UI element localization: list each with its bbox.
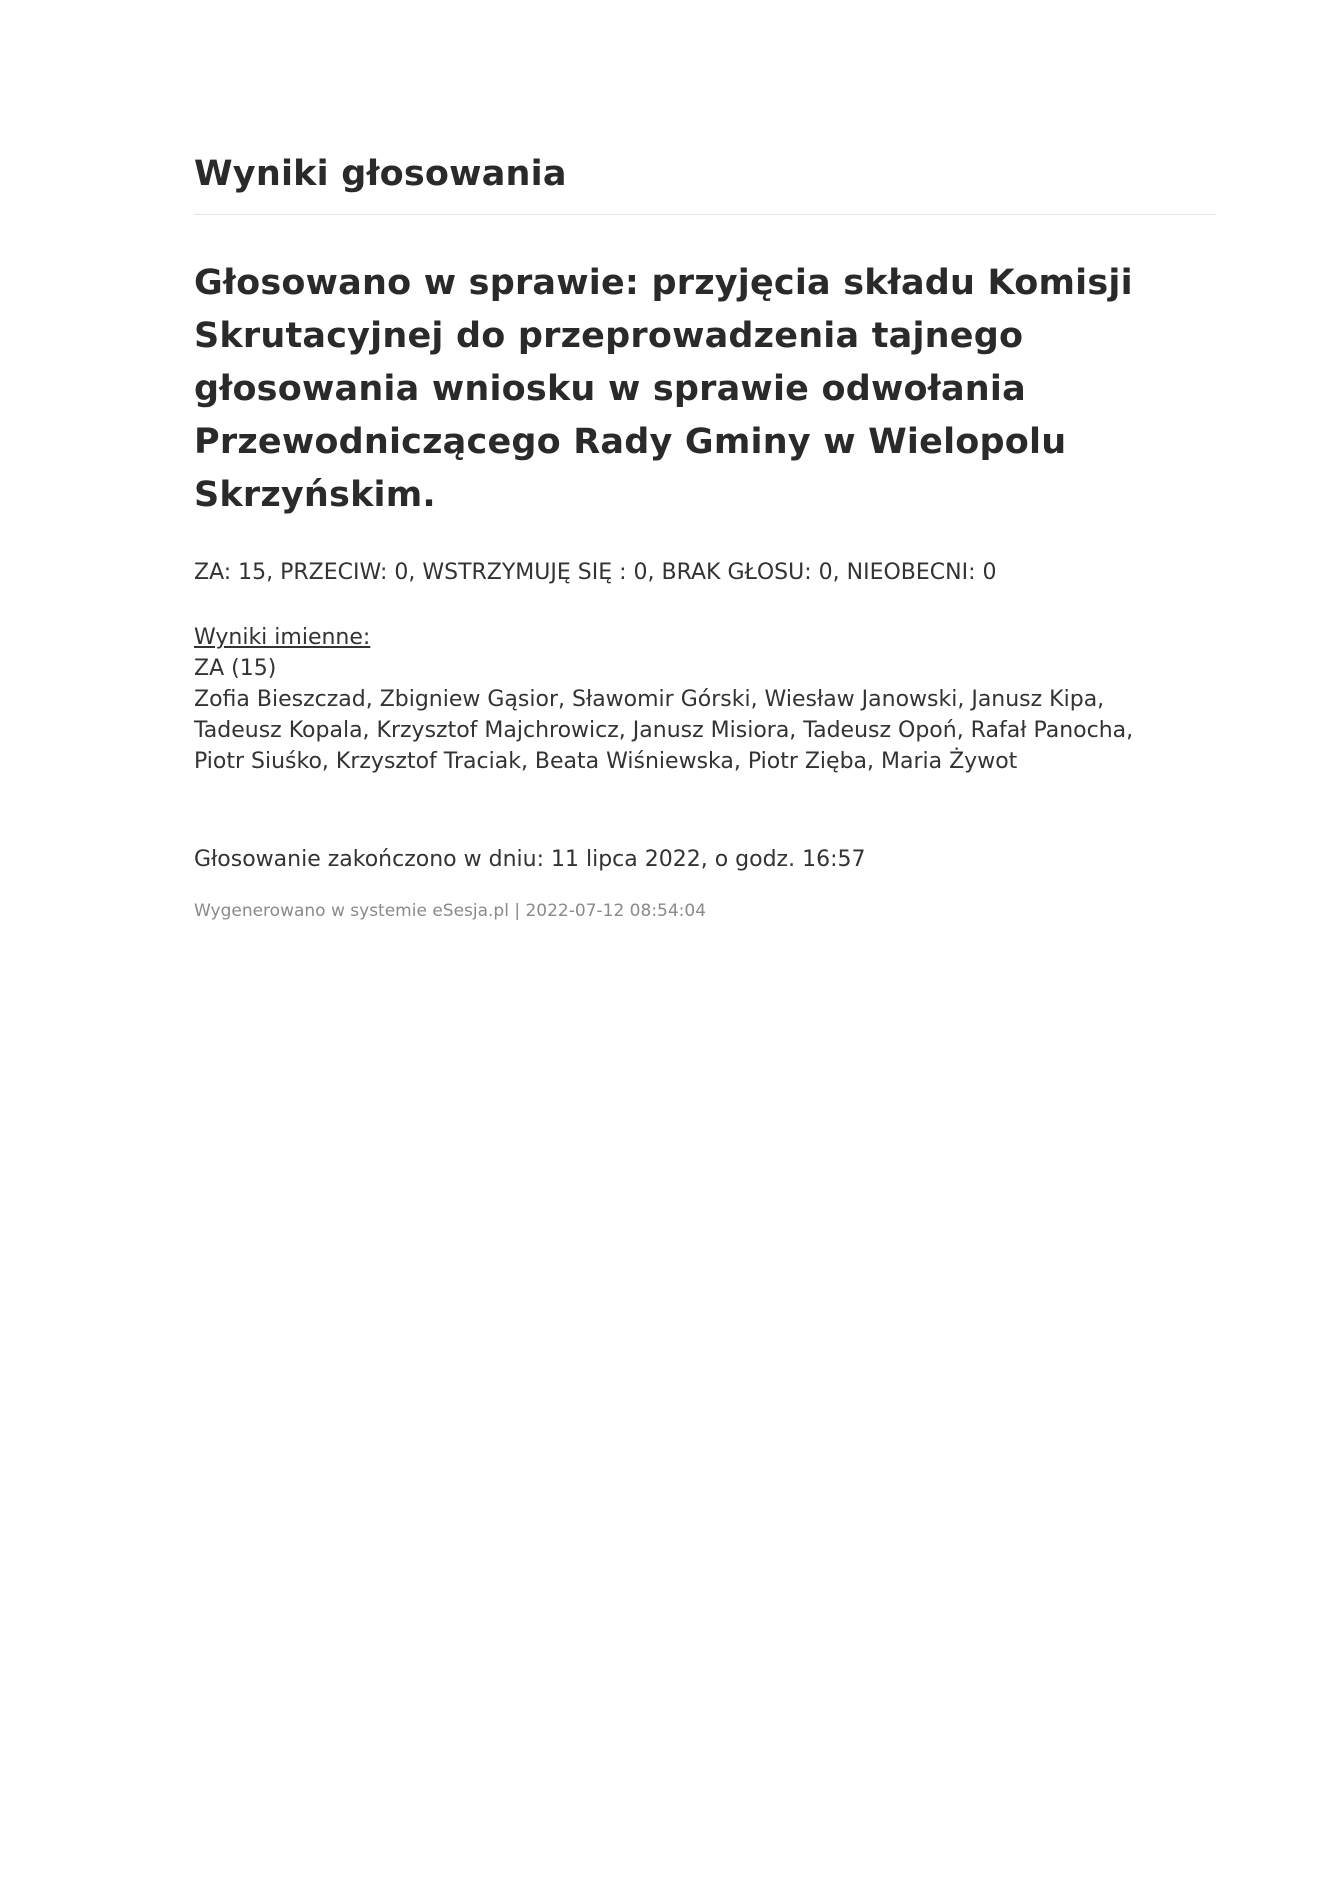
document-content [194, 150, 1214, 923]
vote-subject: Głosowano w sprawie: przyjęcia składu Komisji Skrutacyjnej do przeprowadzenia tajnego głosowania wniosku w sprawie odwołania Przewodniczącego Rady Gminy w Wielopolu Skrzyńskim. [194, 263, 1133, 515]
named-results-group: ZA (15) [194, 656, 277, 681]
vote-summary: ZA: 15, PRZECIW: 0, WSTRZYMUJĘ SIĘ : 0, BRAK GŁOSU: 0, NIEOBECNI: 0 [194, 560, 997, 585]
title-divider [194, 214, 1216, 215]
named-results [194, 622, 1214, 777]
named-results-label: Wyniki imienne: [194, 625, 371, 650]
generated-footer: Wygenerowano w systemie eSesja.pl | 2022-07-12 08:54:04 [194, 901, 707, 921]
named-results-names-line: Zofia Bieszczad, Zbigniew Gąsior, Sławomir Górski, Wiesław Janowski, Janusz Kipa, [194, 687, 1105, 712]
named-results-names-line: Tadeusz Kopala, Krzysztof Majchrowicz, Janusz Misiora, Tadeusz Opoń, Rafał Panocha, [194, 718, 1134, 743]
vote-closed-at: Głosowanie zakończono w dniu: 11 lipca 2022, o godz. 16:57 [194, 847, 866, 872]
named-results-names-line: Piotr Siuśko, Krzysztof Traciak, Beata Wiśniewska, Piotr Zięba, Maria Żywot [194, 749, 1018, 774]
document-title: Wyniki głosowania [194, 154, 567, 194]
